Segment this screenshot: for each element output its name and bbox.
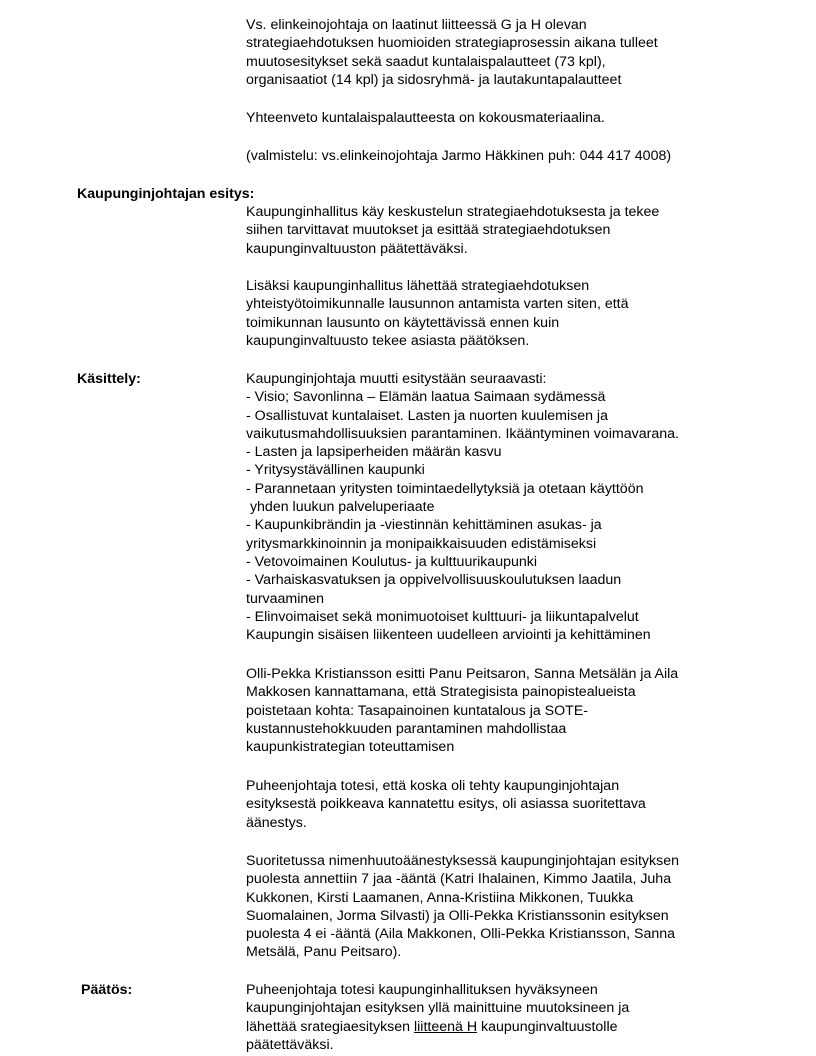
- heading-paatos: Päätös:: [81, 982, 133, 998]
- text-line: puolesta 4 ei -ääntä (Aila Makkonen, Olli-Pekka Kristiansson, Sanna: [246, 926, 676, 943]
- text-line: puolesta annettiin 7 jaa -ääntä (Katri Ihalainen, Kimmo Jaatila, Juha: [246, 871, 672, 888]
- list-item: - Yritysystävällinen kaupunki: [246, 462, 425, 479]
- esitys-paragraph-2: [246, 277, 629, 350]
- text-line: siihen tarvittavat muutokset ja esittää strategiaehdotuksen: [246, 222, 611, 239]
- text-line: Puheenjohtaja totesi kaupunginhallituksen hyväksyneen: [246, 982, 598, 998]
- intro-paragraph: [246, 16, 658, 89]
- text-line: kaupunginjohtajan esityksen yllä mainittuine muutoksineen ja: [246, 1000, 630, 1017]
- text-line: Lisäksi kaupunginhallitus lähettää strategiaehdotuksen: [246, 278, 590, 294]
- list-item: - Parannetaan yritysten toimintaedellytyksiä ja otetaan käyttöön: [246, 480, 644, 497]
- text-line: Vs. elinkeinojohtaja on laatinut liitteessä G ja H olevan: [246, 17, 587, 33]
- list-item-continuation: vaikutusmahdollisuuksien parantaminen. Ikääntyminen voimavarana.: [246, 425, 679, 442]
- list-item-continuation: yritysmarkkinoinnin ja monipaikkaisuuden edistämiseksi: [246, 535, 597, 552]
- text-fragment: kaupunginvaltuustolle: [477, 1018, 618, 1035]
- preparer-note: (valmistelu: vs.elinkeinojohtaja Jarmo Häkkinen puh: 044 417 4008): [246, 148, 672, 164]
- list-item: - Varhaiskasvatuksen ja oppivelvollisuuskoulutuksen laadun: [246, 572, 622, 589]
- text-line: yhteistyötoimikunnalle lausunnon antamista varten siten, että: [246, 296, 629, 313]
- text-line: toimikunnan lausunto on käytettävissä ennen kuin: [246, 314, 560, 331]
- text-line: kaupunginvaltuusto tekee asiasta päätöksen.: [246, 332, 530, 349]
- kasittely-paragraph-vote-result: [246, 852, 679, 962]
- list-item: - Visio; Savonlinna – Elämän laatua Saimaan sydämessä: [246, 389, 606, 406]
- text-line: Kaupunginjohtaja muutti esitystään seuraavasti:: [246, 371, 547, 387]
- summary-paragraph: Yhteenveto kuntalaispalautteesta on kokousmateriaalina.: [246, 110, 605, 126]
- text-line: strategiaehdotuksen huomioiden strategiaprosessin aikana tulleet: [246, 35, 658, 52]
- paatos-paragraph: [246, 981, 629, 1054]
- text-line: Olli-Pekka Kristiansson esitti Panu Peitsaron, Sanna Metsälän ja Aila: [246, 666, 679, 682]
- text-line: esityksestä poikkeava kannatettu esitys, oli asiassa suoritettava: [246, 796, 646, 813]
- text-line: kaupunginvaltuuston päätettäväksi.: [246, 240, 468, 257]
- heading-kasittely: Käsittely:: [77, 371, 141, 387]
- text-line: Puheenjohtaja totesi, että koska oli tehty kaupunginjohtajan: [246, 778, 620, 794]
- text-line: Suoritetussa nimenhuutoäänestyksessä kaupunginjohtajan esityksen: [246, 853, 679, 869]
- list-item: Kaupungin sisäisen liikenteen uudelleen arviointi ja kehittäminen: [246, 627, 651, 644]
- kasittely-paragraph-vote-needed: [246, 777, 646, 832]
- heading-esitys: Kaupunginjohtajan esitys:: [77, 186, 255, 202]
- list-item: - Lasten ja lapsiperheiden määrän kasvu: [246, 444, 502, 461]
- list-item: - Osallistuvat kuntalaiset. Lasten ja nuorten kuulemisen ja: [246, 407, 608, 424]
- kasittely-paragraph-motion: [246, 665, 678, 756]
- text-line: kaupunkistrategian toteuttamisen: [246, 739, 455, 756]
- list-item: - Elinvoimaiset sekä monimuotoiset kulttuuri- ja liikuntapalvelut: [246, 608, 639, 625]
- text-line: päätettäväksi.: [246, 1036, 334, 1053]
- text-line: [246, 1018, 629, 1036]
- esitys-paragraph-1: [246, 203, 659, 258]
- list-item-continuation: yhden luukun palveluperiaate: [246, 499, 435, 516]
- text-line: kustannustehokkuuden parantaminen mahdollistaa: [246, 720, 567, 737]
- text-line: Kaupunginhallitus käy keskustelun strategiaehdotuksesta ja tekee: [246, 204, 660, 220]
- list-item: - Kaupunkibrändin ja -viestinnän kehittäminen asukas- ja: [246, 517, 602, 534]
- kasittely-changes-list: [246, 370, 679, 644]
- text-line: Metsälä, Panu Peitsaro).: [246, 944, 402, 961]
- text-line: poistetaan kohta: Tasapainoinen kuntatalous ja SOTE-: [246, 702, 589, 719]
- text-line: äänestys.: [246, 814, 307, 831]
- text-fragment: lähettää srategiaesityksen: [246, 1018, 414, 1035]
- list-item-continuation: turvaaminen: [246, 590, 325, 607]
- attachment-h-link[interactable]: liitteenä H: [414, 1018, 478, 1035]
- text-line: organisaatiot (14 kpl) ja sidosryhmä- ja lautakuntapalautteet: [246, 71, 622, 88]
- list-item: - Vetovoimainen Koulutus- ja kulttuurikaupunki: [246, 553, 538, 570]
- text-line: muutosesitykset sekä saadut kuntalaispalautteet (73 kpl),: [246, 53, 606, 70]
- text-line: Makkosen kannattamana, että Strategisista painopistealueista: [246, 684, 636, 701]
- text-line: Kukkonen, Kirsti Laamanen, Anna-Kristiina Mikkonen, Tuukka: [246, 889, 634, 906]
- text-line: Suomalainen, Jorma Silvasti) ja Olli-Pekka Kristianssonin esityksen: [246, 907, 669, 924]
